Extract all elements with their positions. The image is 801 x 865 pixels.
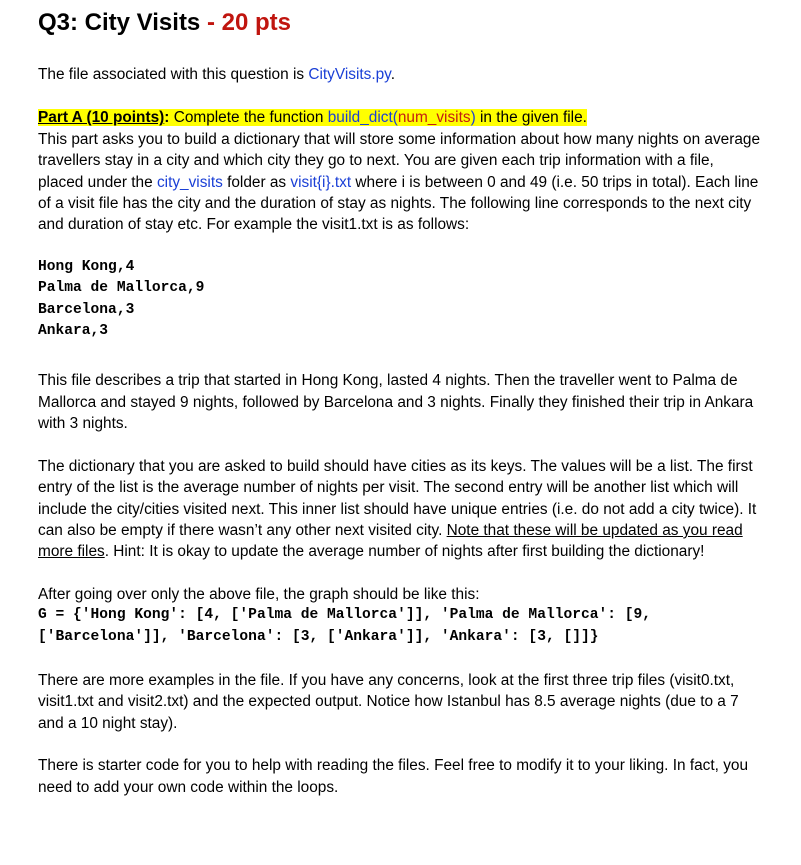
sample-file-block (38, 257, 763, 343)
sample-line: Palma de Mallorca,9 (38, 280, 205, 297)
intro-paragraph (38, 64, 763, 85)
explain-paragraph: This file describes a trip that started in Hong Kong, lasted 4 nights. Then the traveller went to Palma de Mallorca and stayed 9 nights, followed by Barcelona and 3 nights. Finally they finished their trip in Ankara with 3 nights. (38, 372, 754, 433)
question-title (38, 6, 763, 40)
part-a-colon: : (164, 109, 170, 127)
after-text: After going over only the above file, the graph should be like this: (38, 585, 480, 603)
part-a-label: Part A (10 points) (38, 109, 165, 127)
sample-line: Hong Kong,4 (38, 258, 135, 275)
dict-note-underlined: Note that these will be updated as you read more files (38, 521, 743, 561)
function-close: ) (470, 109, 476, 127)
sample-line: Barcelona,3 (38, 301, 135, 318)
file-pattern: visit{i}.txt (290, 173, 352, 191)
title-main: Q3: City Visits (38, 9, 207, 36)
sample-line: Ankara,3 (38, 323, 109, 340)
part-a-highlight (38, 109, 587, 126)
intro-prefix: The file associated with this question is (38, 66, 309, 83)
after-block (38, 584, 763, 648)
file-name: CityVisits.py (308, 66, 391, 83)
desc-text-3: where i is between 0 and 49 (i.e. 50 trips in total). Each line of a visit file has the city and the duration of stay as nights. The following line corresponds to the next city and duration of stay etc. For example the visit1.txt is as follows: (38, 173, 759, 234)
intro-suffix: . (390, 66, 396, 83)
dict-text-2: . Hint: It is okay to update the average number of nights after first building the dictionary! (104, 543, 705, 561)
title-points: - 20 pts (206, 9, 291, 36)
folder-name: city_visits (156, 173, 223, 191)
part-a-instr-prefix: Complete the function (169, 109, 328, 127)
part-a-paragraph (38, 107, 763, 235)
expected-graph-line-2: ['Barcelona']], 'Barcelona': [3, ['Ankara']], 'Ankara': [3, []]} (38, 628, 599, 645)
part-a-instr-suffix: in the given file. (475, 109, 587, 127)
dict-text-1: The dictionary that you are asked to build should have cities as its keys. The values will be a list. The first entry of the list is the average number of nights per visit. The second entry will be another list which will include the city/cities visited next. This inner list should have unique entries (i.e. do not add a city twice). It can also be empty if there wasn’t any other next visited city. (38, 457, 757, 539)
function-arg: num_visits (397, 109, 471, 127)
expected-graph-line-1: G = {'Hong Kong': [4, ['Palma de Mallorca']], 'Palma de Mallorca': [9, (38, 607, 652, 624)
dict-paragraph (38, 456, 763, 563)
desc-text-1: This part asks you to build a dictionary that will store some information about how many nights on average travellers stay in a city and which city they go to next. You are given each trip information with a file, placed under the (38, 130, 761, 191)
function-name: build_dict( (327, 109, 398, 127)
more-examples-paragraph: There are more examples in the file. If you have any concerns, look at the first three trip files (visit0.txt, visit1.txt and visit2.txt) and the expected output. Notice how Istanbul has 8.5 average nights (due to a 7 and a 10 night stay). (38, 671, 739, 732)
desc-text-2: folder as (222, 173, 291, 191)
starter-code-paragraph: There is starter code for you to help with reading the files. Feel free to modify it to your liking. In fact, you need to add your own code within the loops. (38, 757, 749, 796)
